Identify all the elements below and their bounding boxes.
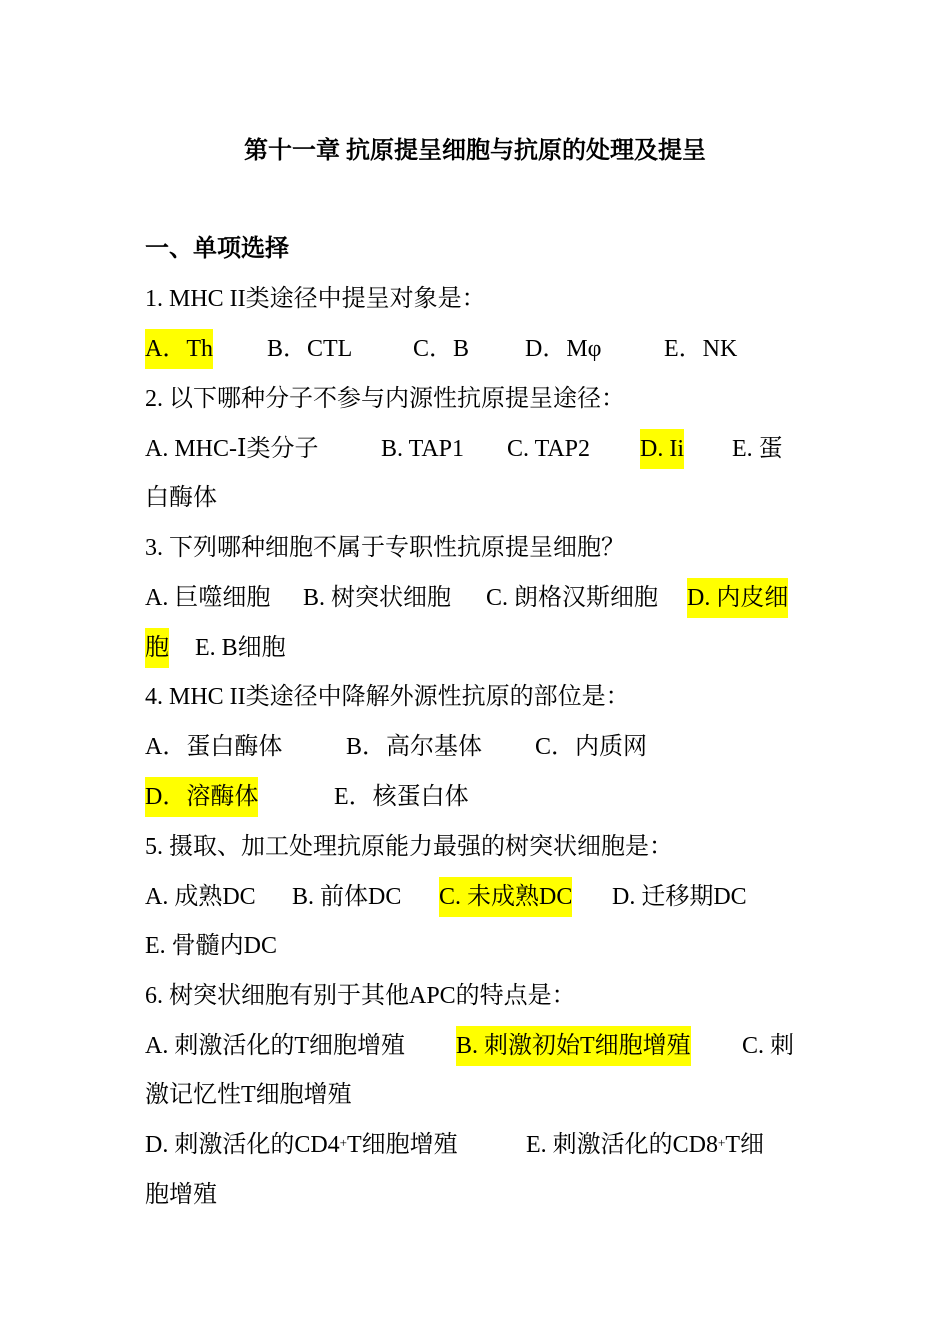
q3-option-d-answer: D. 内皮细: [687, 578, 788, 618]
q1-option-d: D．Mφ: [525, 336, 602, 362]
q2-option-e-continued: 白酶体: [145, 485, 217, 511]
question-3-stem: 3. 下列哪种细胞不属于专职性抗原提呈细胞？: [145, 535, 625, 561]
q6-option-e-continued: 胞增殖: [145, 1182, 217, 1208]
q2-option-a: A. MHC-Ⅰ类分子: [145, 436, 319, 462]
question-2-stem: 2. 以下哪种分子不参与内源性抗原提呈途径：: [145, 386, 625, 412]
q4-option-e: E．核蛋白体: [334, 784, 469, 810]
chapter-title: 第十一章 抗原提呈细胞与抗原的处理及提呈: [244, 138, 706, 164]
question-5-stem: 5. 摄取、加工处理抗原能力最强的树突状细胞是：: [145, 834, 673, 860]
q1-option-b: B．CTL: [267, 336, 353, 362]
q3-option-a: A. 巨噬细胞: [145, 585, 271, 611]
q5-option-a: A. 成熟DC: [145, 884, 256, 910]
q6-option-a: A. 刺激活化的T细胞增殖: [145, 1033, 405, 1059]
q6-option-c-continued: 激记忆性T细胞增殖: [145, 1082, 352, 1108]
q5-option-d: D. 迁移期DC: [612, 884, 747, 910]
q6-option-b-answer: B. 刺激初始T细胞增殖: [456, 1026, 691, 1066]
q3-option-c: C. 朗格汉斯细胞: [486, 585, 659, 611]
q1-option-a-answer: A．Th: [145, 329, 213, 369]
q2-option-b: B. TAP1: [381, 436, 464, 462]
q1-option-e: E．NK: [664, 336, 738, 362]
q5-option-b: B. 前体DC: [292, 884, 402, 910]
q6-option-d-superscript: +: [339, 1135, 348, 1150]
q4-option-d-answer: D．溶酶体: [145, 777, 258, 817]
q5-option-c-answer: C. 未成熟DC: [439, 877, 572, 917]
q6-option-e: [526, 1125, 764, 1165]
q2-option-c: C. TAP2: [507, 436, 590, 462]
q4-option-a: A．蛋白酶体: [145, 734, 283, 760]
q5-option-e: E. 骨髓内DC: [145, 933, 277, 959]
q4-option-b: B．高尔基体: [346, 734, 483, 760]
q6-option-e-text-end: T细: [725, 1132, 765, 1158]
section-heading: 一、单项选择: [145, 236, 289, 262]
q6-option-d-text: D. 刺激活化的CD4: [145, 1132, 340, 1158]
q6-option-e-text: E. 刺激活化的CD8: [526, 1132, 718, 1158]
q2-option-d-answer: D. Ii: [640, 429, 684, 469]
q6-option-c: C. 刺: [742, 1033, 795, 1059]
question-4-stem: 4. MHC II类途径中降解外源性抗原的部位是：: [145, 684, 630, 710]
q3-option-b: B. 树突状细胞: [303, 585, 452, 611]
q3-option-e: E. B细胞: [195, 635, 286, 661]
q2-option-e: E. 蛋: [732, 436, 783, 462]
q6-option-e-superscript: +: [718, 1135, 726, 1150]
question-1-stem: 1. MHC II类途径中提呈对象是：: [145, 286, 486, 312]
q4-option-c: C．内质网: [535, 734, 648, 760]
question-6-stem: 6. 树突状细胞有别于其他APC的特点是：: [145, 983, 576, 1009]
q3-option-d-answer-continued: 胞: [145, 628, 169, 668]
q6-option-d: [145, 1125, 458, 1165]
q1-option-c: C．B: [413, 336, 470, 362]
q6-option-d-text-end: T细胞增殖: [347, 1132, 458, 1158]
